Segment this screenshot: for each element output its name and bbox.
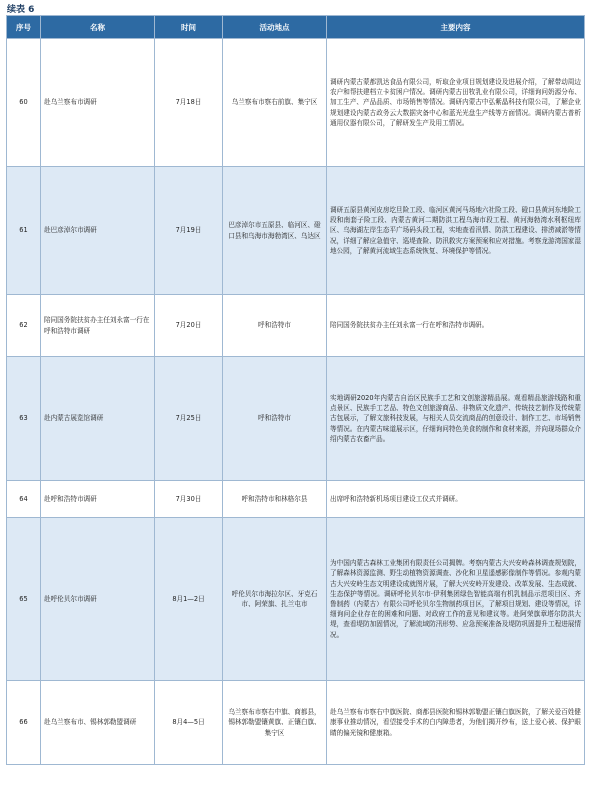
row-content: 出席呼和浩特新机场项目建设工仪式并调研。: [327, 481, 585, 518]
row-content: 实地调研2020年内蒙古自治区民族手工艺和文创旅游精品展。观看精品旅游线路和重点景区、民族手工艺品、特色文创旅游商品、非物质文化遗产、传统技艺制作及传统蒙古包展示，了解文旅科技发展，与相关人员交流商品的创意设计、制作工艺、市场销售等情况。在内蒙古味道展示区，仔细询问特色美食的制作和食材来源，并向现场群众介绍内蒙古农畜产品。: [327, 357, 585, 481]
table-row: [7, 518, 585, 681]
row-number: 62: [7, 295, 41, 357]
header-place: 活动地点: [223, 16, 327, 39]
row-place: 呼和浩特市和林格尔县: [223, 481, 327, 518]
row-number: 65: [7, 518, 41, 681]
row-name: 赴内蒙古展览馆调研: [41, 357, 155, 481]
row-content: 赴乌兰察布市察右中旗医院、商都县医院和锡林郭勒盟正镶白旗医院，了解关爱百姓健康事业推动情况，看望接受手术的白内障患者，为他们揭开纱布，送上爱心被、保护眼睛的偏光镜和健康箱。: [327, 681, 585, 765]
row-content: 调研五原县黄河皮房圪旦险工段、临河区黄河马场地六社险工段、磴口县黄河东地险工段和南套子险工段、内蒙古黄河二期防洪工程乌海市段工程、黄河海勃湾水利枢纽库区、乌海湖左岸生态平广场码头段工程，实地查看汛情、防洪工程建设、排涝减淤等情况，详细了解应急值守、巡堤查险、防汛救灾方案预案和应对措施。考察龙游湾国家湿地公园，了解黄河流域生态系统恢复、环境保护等情况。: [327, 167, 585, 295]
row-time: 8月1—2日: [155, 518, 223, 681]
row-place: 呼和浩特市: [223, 357, 327, 481]
row-name: 赴乌兰察布市调研: [41, 39, 155, 167]
header-number: 序号: [7, 16, 41, 39]
table-row: [7, 167, 585, 295]
row-time: 7月25日: [155, 357, 223, 481]
row-content: 陪同国务院扶贫办主任刘永富一行在呼和浩特市调研。: [327, 295, 585, 357]
row-number: 63: [7, 357, 41, 481]
row-number: 60: [7, 39, 41, 167]
row-place: 呼伦贝尔市海拉尔区、牙克石市、阿荣旗、扎兰屯市: [223, 518, 327, 681]
row-number: 61: [7, 167, 41, 295]
row-time: 8月4—5日: [155, 681, 223, 765]
table-row: [7, 39, 585, 167]
row-place: 巴彦淖尔市五原县、临河区、磴口县和乌海市海勃湾区、乌达区: [223, 167, 327, 295]
row-name: 赴巴彦淖尔市调研: [41, 167, 155, 295]
row-time: 7月20日: [155, 295, 223, 357]
table-caption: 续表 6: [7, 5, 35, 15]
table-row: [7, 357, 585, 481]
row-name: 陪同国务院扶贫办主任刘永富一行在呼和浩特市调研: [41, 295, 155, 357]
activity-table: [6, 15, 585, 765]
table-row: [7, 681, 585, 765]
row-name: 赴呼和浩特市调研: [41, 481, 155, 518]
header-content: 主要内容: [327, 16, 585, 39]
header-name: 名称: [41, 16, 155, 39]
table-row: [7, 295, 585, 357]
header-time: 时间: [155, 16, 223, 39]
table-header-row: [7, 16, 585, 39]
row-number: 66: [7, 681, 41, 765]
row-name: 赴呼伦贝尔市调研: [41, 518, 155, 681]
row-time: 7月19日: [155, 167, 223, 295]
row-name: 赴乌兰察布市、锡林郭勒盟调研: [41, 681, 155, 765]
row-content: 为中国内蒙古森林工业集团有限责任公司揭牌。考察内蒙古大兴安岭森林调查规划院，了解森林资源监测、野生动植物资源调查、沙化和卫星遥感影像制作等情况。参观内蒙古大兴安岭生态文明建设成就图片展，了解大兴安岭开发建设、改革发展、生态成就、生态保护等情况。调研呼伦贝尔市·伊利集团绿色智能高端有机乳制品示范项目区、齐鲁制药（内蒙古）有限公司呼伦贝尔生物制药项目区，了解项目规划、建设等情况，详细询问企业存在的困难和问题、对政府工作的意见和建议等。赴阿荣旗章塔尔防洪大堤，查看堤防加固情况，了解流域防汛形势、应急预案准备及堤防巩固提升工程进展情况。: [327, 518, 585, 681]
table-row: [7, 481, 585, 518]
row-time: 7月30日: [155, 481, 223, 518]
row-time: 7月18日: [155, 39, 223, 167]
row-place: 乌兰察布市察右前旗、集宁区: [223, 39, 327, 167]
row-place: 乌兰察布市察右中旗、商都县，锡林郭勒盟镶黄旗、正镶白旗、集宁区: [223, 681, 327, 765]
row-place: 呼和浩特市: [223, 295, 327, 357]
row-content: 调研内蒙古蒙都凯达食品有限公司，听取企业项目规划建设及进展介绍，了解带动周边农户和帮扶建档立卡贫困户情况。调研内蒙古田牧乳业有限公司，详细询问奶源分布、加工生产、产品品质、市场销售等情况。调研内蒙古中弘紫晶科技有限公司，了解企业规划建设内蒙古政务云大数据灾备中心和蓝光光盘生产线等方面情况。调研内蒙古普析通用仪器有限公司，了解研发生产及用工情况。: [327, 39, 585, 167]
row-number: 64: [7, 481, 41, 518]
